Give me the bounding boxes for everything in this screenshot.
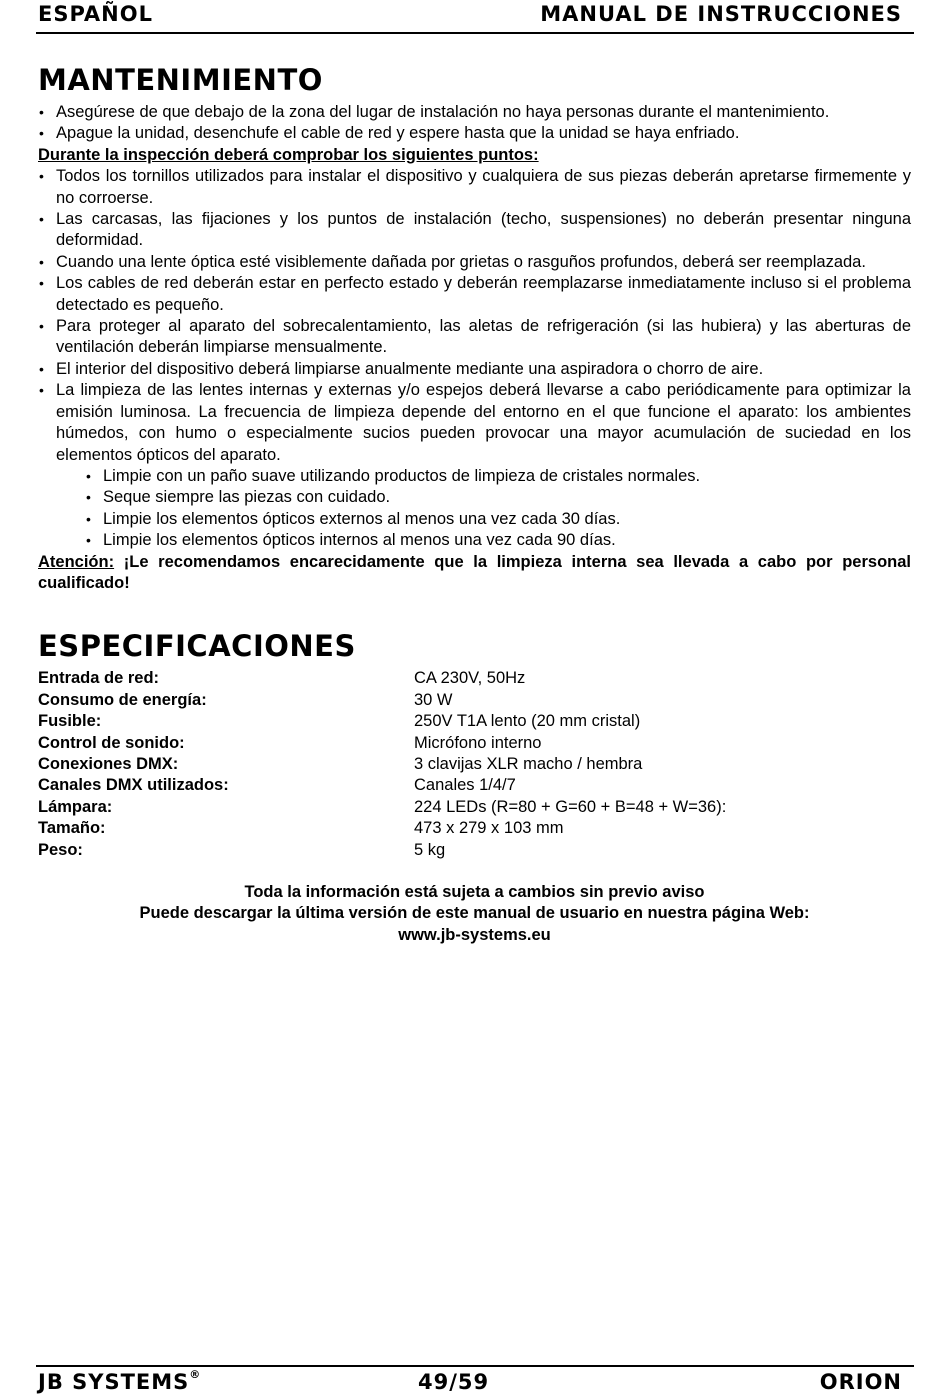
- spec-row: [38, 775, 911, 796]
- spec-value: 3 clavijas XLR macho / hembra: [414, 754, 643, 773]
- notice-line: Toda la información está sujeta a cambios sin previo aviso: [244, 883, 705, 901]
- attention-label: Atención:: [38, 552, 115, 571]
- cleaning-sublist: [38, 466, 911, 552]
- spec-label: Fusible:: [38, 712, 102, 731]
- inspection-list: [38, 166, 911, 466]
- list-item: • Los cables de red deberán estar en perfecto estado y deberán reemplazarse inmediatamente incluso si el problema detectado es pequeño.: [38, 273, 911, 316]
- header-doc-title: MANUAL DE INSTRUCCIONES: [540, 2, 902, 26]
- list-item: • Las carcasas, las fijaciones y los puntos de instalación (techo, suspensiones) no deberán presentar ninguna deformidad.: [38, 209, 911, 252]
- spec-label: Tamaño:: [38, 819, 106, 838]
- maintenance-intro-list: [38, 102, 911, 145]
- specifications-title: ESPECIFICACIONES: [38, 629, 356, 664]
- notice-block: [38, 882, 911, 946]
- spec-value: 5 kg: [414, 840, 446, 859]
- header-language: ESPAÑOL: [38, 2, 153, 26]
- list-item: • Asegúrese de que debajo de la zona del lugar de instalación no haya personas durante el mantenimiento.: [38, 102, 911, 123]
- maintenance-title: MANTENIMIENTO: [38, 63, 323, 97]
- attention-text: ¡Le recomendamos encarecidamente que la limpieza interna sea llevada a cabo por personal cualificado!: [38, 552, 911, 592]
- list-item: • Todos los tornillos utilizados para instalar el dispositivo y cualquiera de sus piezas deberán apretarse firmemente y no corroerse.: [38, 166, 911, 209]
- list-item: • Limpie los elementos ópticos internos al menos una vez cada 90 días.: [85, 530, 911, 551]
- list-item: • Seque siempre las piezas con cuidado.: [85, 487, 911, 508]
- registered-mark: ®: [189, 1368, 202, 1381]
- website-link[interactable]: www.jb-systems.eu: [398, 925, 551, 944]
- attention-note: [38, 552, 911, 595]
- spec-value: 250V T1A lento (20 mm cristal): [414, 712, 641, 731]
- list-item: • Para proteger al aparato del sobrecalentamiento, las aletas de refrigeración (si las hubiera) y las aberturas de ventilación deberán limpiarse mensualmente.: [38, 316, 911, 359]
- spec-row: [38, 840, 911, 861]
- inspection-heading: Durante la inspección deberá comprobar los siguientes puntos:: [38, 145, 539, 164]
- footer-brand: [38, 1370, 201, 1394]
- spec-value: Micrófono interno: [414, 733, 542, 752]
- brand-name: JB SYSTEMS: [38, 1370, 190, 1394]
- list-item: • Apague la unidad, desenchufe el cable de red y espere hasta que la unidad se haya enfriado.: [38, 123, 911, 144]
- spec-row: [38, 668, 911, 689]
- spec-value: CA 230V, 50Hz: [414, 669, 526, 688]
- spec-label: Entrada de red:: [38, 669, 160, 688]
- page-number: 49/59: [418, 1370, 490, 1394]
- spec-row: [38, 711, 911, 732]
- footer-divider: [36, 1365, 914, 1367]
- list-item: • Limpie los elementos ópticos externos al menos una vez cada 30 días.: [85, 509, 911, 530]
- spec-row: [38, 797, 911, 818]
- list-item: • Cuando una lente óptica esté visiblemente dañada por grietas o rasguños profundos, deberá ser reemplazada.: [38, 252, 911, 273]
- footer-product: ORION: [819, 1370, 902, 1394]
- spec-label: Control de sonido:: [38, 733, 185, 752]
- spec-row: [38, 690, 911, 711]
- spec-label: Conexiones DMX:: [38, 754, 179, 773]
- spec-row: [38, 754, 911, 775]
- list-item: • El interior del dispositivo deberá limpiarse anualmente mediante una aspiradora o chorro de aire.: [38, 359, 911, 380]
- spec-label: Canales DMX utilizados:: [38, 776, 229, 795]
- list-item: • Limpie con un paño suave utilizando productos de limpieza de cristales normales.: [85, 466, 911, 487]
- spec-row: [38, 733, 911, 754]
- header-divider: [36, 32, 914, 34]
- spec-row: [38, 818, 911, 839]
- spec-label: Lámpara:: [38, 797, 113, 816]
- spec-value: Canales 1/4/7: [414, 776, 516, 795]
- spec-value: 224 LEDs (R=80 + G=60 + B=48 + W=36):: [414, 797, 727, 816]
- list-item: • La limpieza de las lentes internas y externas y/o espejos deberá llevarse a cabo periódicamente para optimizar la emisión luminosa. La frecuencia de limpieza depende del entorno en el que funcione el aparato: los ambientes húmedos, con humo o especialmente sucios pueden provocar una mayor acumulación de suciedad en los elementos ópticos del aparato.: [38, 380, 911, 466]
- page-content: [38, 58, 911, 946]
- spec-value: 30 W: [414, 690, 453, 709]
- spec-table: [38, 668, 911, 861]
- spec-label: Peso:: [38, 840, 83, 859]
- spec-label: Consumo de energía:: [38, 690, 207, 709]
- spec-value: 473 x 279 x 103 mm: [414, 819, 564, 838]
- notice-line: Puede descargar la última versión de este manual de usuario en nuestra página Web:: [139, 904, 810, 923]
